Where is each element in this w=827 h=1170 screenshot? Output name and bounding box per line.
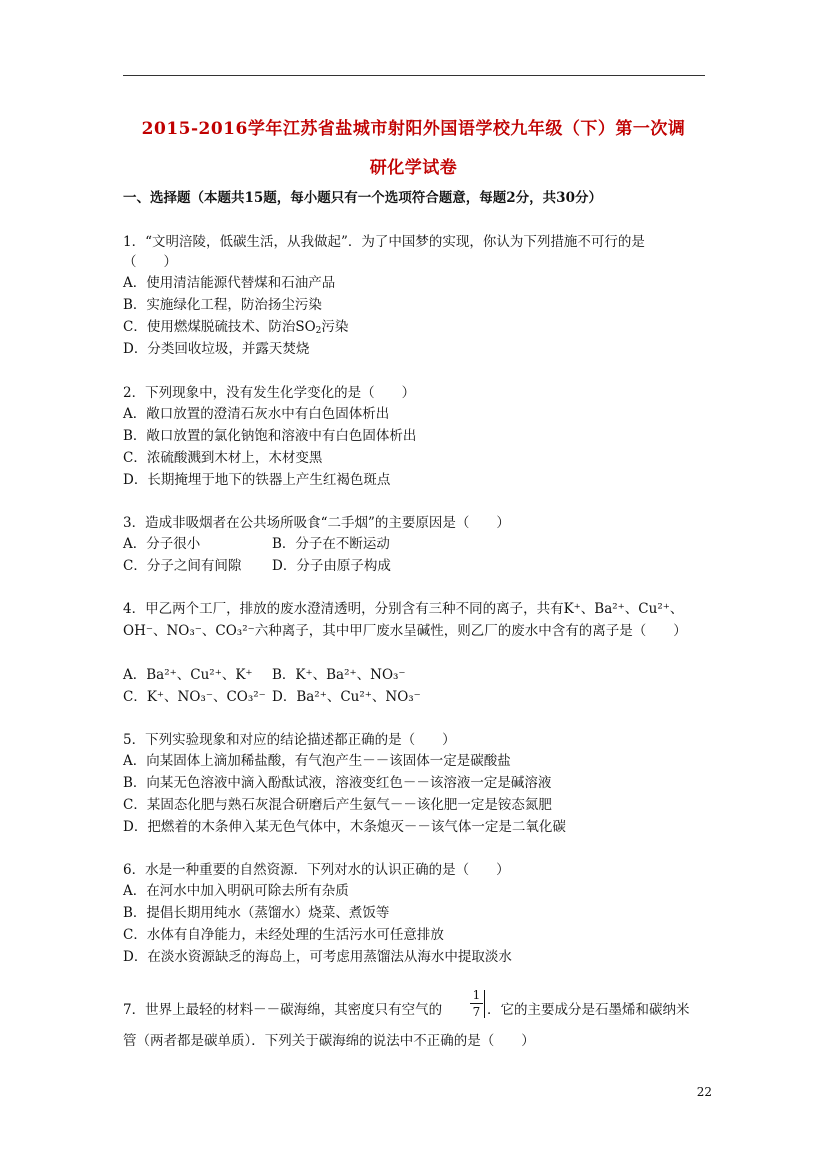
q1-paren: （ ）	[123, 254, 177, 270]
q5-stem: 5．下列实验现象和对应的结论描述都正确的是（ ）	[123, 732, 456, 748]
q3-stem: 3．造成非吸烟者在公共场所吸食“二手烟”的主要原因是（ ）	[123, 515, 510, 531]
q2-option-c: C．浓硫酸溅到木材上，木材变黑	[123, 450, 323, 466]
q7-fraction-numerator: 1	[472, 988, 481, 1002]
q2-option-b: B．敞口放置的氯化钠饱和溶液中有白色固体析出	[123, 428, 417, 444]
q7-stem-line1-end: ．它的主要成分是石墨烯和碳纳米	[487, 1002, 690, 1018]
q1-option-d: D．分类回收垃圾，并露天焚烧	[123, 341, 310, 357]
header-rule	[123, 75, 705, 76]
q1-option-c	[123, 317, 348, 341]
q3-option-d: D．分子由原子构成	[272, 558, 391, 574]
q7-stem-line1-start: 7．世界上最轻的材料－－碳海绵，其密度只有空气的	[123, 1002, 443, 1018]
exam-title-line1: 2015-2016学年江苏省盐城市射阳外国语学校九年级（下）第一次调	[141, 119, 686, 139]
q6-option-a: A．在河水中加入明矾可除去所有杂质	[123, 883, 349, 899]
q5-option-b: B．向某无色溶液中滴入酚酞试液，溶液变红色－－该溶液一定是碱溶液	[123, 775, 552, 791]
exam-title-line2: 研化学试卷	[369, 158, 458, 178]
q2-option-a: A．敞口放置的澄清石灰水中有白色固体析出	[123, 406, 390, 422]
q6-stem: 6．水是一种重要的自然资源．下列对水的认识正确的是（ ）	[123, 862, 510, 878]
q6-option-c: C．水体有自净能力，未经处理的生活污水可任意排放	[123, 927, 444, 943]
q4-option-a: A．Ba²⁺、Cu²⁺、K⁺	[123, 667, 253, 683]
q1-option-a: A．使用清洁能源代替煤和石油产品	[123, 275, 336, 291]
q4-option-c: C．K⁺、NO₃⁻、CO₃²⁻	[123, 689, 266, 705]
q3-option-c: C．分子之间有间隙	[123, 558, 242, 574]
q2-option-d: D．长期掩埋于地下的铁器上产生红褐色斑点	[123, 472, 391, 488]
q1-option-c-end: 污染	[321, 319, 349, 335]
q5-option-c: C．某固态化肥与熟石灰混合研磨后产生氨气－－该化肥一定是铵态氮肥	[123, 797, 552, 813]
section-heading: 一、选择题（本题共15题，每小题只有一个选项符合题意，每题2分，共30分）	[123, 190, 602, 206]
q3-option-b: B．分子在不断运动	[272, 536, 390, 552]
page-number: 22	[696, 1085, 712, 1099]
q1-option-c-subscript: 2	[315, 326, 322, 336]
q1-stem: 1．“文明涪陵，低碳生活，从我做起”．为了中国梦的实现，你认为下列措施不可行的是	[123, 234, 645, 250]
q1-option-c-text: C．使用燃煤脱硫技术、防治SO	[123, 319, 316, 335]
q7-fraction-separator	[484, 990, 485, 1018]
q4-option-b: B．K⁺、Ba²⁺、NO₃⁻	[272, 667, 406, 683]
q3-option-a: A．分子很小	[123, 536, 201, 552]
q4-option-d: D．Ba²⁺、Cu²⁺、NO₃⁻	[272, 689, 421, 705]
q4-stem-line1: 4．甲乙两个工厂，排放的废水澄清透明，分别含有三种不同的离子，共有K⁺、Ba²⁺、Cu²⁺、	[123, 601, 684, 617]
q6-option-b: B．提倡长期用纯水（蒸馏水）烧菜、煮饭等	[123, 905, 390, 921]
q5-option-a: A．向某固体上滴加稀盐酸，有气泡产生－－该固体一定是碳酸盐	[123, 753, 511, 769]
q7-stem-line2: 管（两者都是碳单质）．下列关于碳海绵的说法中不正确的是（ ）	[123, 1033, 535, 1049]
q2-stem: 2．下列现象中，没有发生化学变化的是（ ）	[123, 385, 416, 401]
q4-stem-line2: OH⁻、NO₃⁻、CO₃²⁻六种离子，其中甲厂废水呈碱性，则乙厂的废水中含有的离子是（ ）	[123, 623, 687, 639]
q7-fraction	[470, 988, 483, 1019]
q6-option-d: D．在淡水资源缺乏的海岛上，可考虑用蒸馏法从海水中提取淡水	[123, 949, 512, 965]
q1-option-b: B．实施绿化工程，防治扬尘污染	[123, 297, 322, 313]
q5-option-d: D．把燃着的木条伸入某无色气体中，木条熄灭－－该气体一定是二氧化碳	[123, 819, 566, 835]
q7-fraction-bar	[470, 1003, 483, 1004]
q7-fraction-denominator: 7	[472, 1005, 481, 1019]
